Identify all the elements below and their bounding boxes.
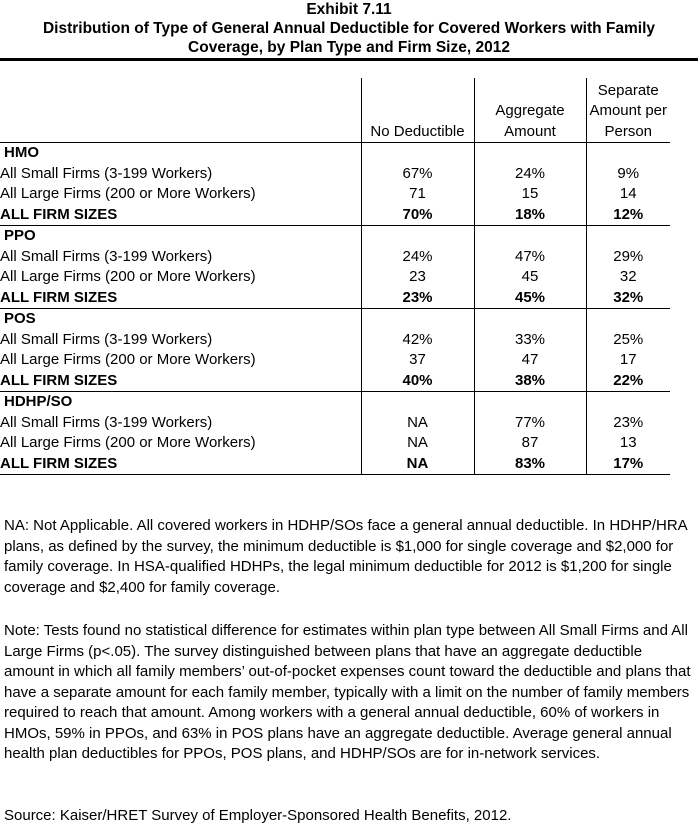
cell-separate: 13 <box>586 433 670 454</box>
exhibit-title-line-2: Coverage, by Plan Type and Firm Size, 2012 <box>188 39 510 56</box>
cell-separate: 25% <box>586 330 670 351</box>
cell-no-deductible: 67% <box>361 164 474 185</box>
table-row <box>0 433 670 454</box>
group-row-hmo <box>0 143 670 164</box>
source-note: Source: Kaiser/HRET Survey of Employer-Sponsored Health Benefits, 2012. <box>4 807 512 824</box>
cell-aggregate: 77% <box>474 413 586 434</box>
table-row <box>0 184 670 205</box>
group-row-hdhp-so <box>0 392 670 413</box>
table-row <box>0 350 670 371</box>
cell-aggregate: 47 <box>474 350 586 371</box>
cell-aggregate: 87 <box>474 433 586 454</box>
table-header-row <box>0 78 670 143</box>
table-row <box>0 413 670 434</box>
cell-aggregate: 45% <box>474 288 586 309</box>
total-label: ALL FIRM SIZES <box>0 288 361 309</box>
row-label: All Small Firms (3-199 Workers) <box>0 247 213 265</box>
cell-separate: 12% <box>586 205 670 226</box>
cell-aggregate: 47% <box>474 247 586 268</box>
cell-separate: 14 <box>586 184 670 205</box>
cell-no-deductible: NA <box>361 413 474 434</box>
row-label: All Large Firms (200 or More Workers) <box>0 351 256 368</box>
header-aggregate-line-2: Amount <box>504 122 556 140</box>
cell-no-deductible: NA <box>361 433 474 454</box>
row-label: All Large Firms (200 or More Workers) <box>0 185 256 202</box>
cell-separate: 32% <box>586 288 670 309</box>
table-row <box>0 267 670 288</box>
exhibit-title-line-1: Distribution of Type of General Annual Deductible for Covered Workers with Family <box>42 20 656 37</box>
deductible-table <box>0 78 670 475</box>
cell-aggregate: 33% <box>474 330 586 351</box>
cell-aggregate: 24% <box>474 164 586 185</box>
cell-aggregate: 45 <box>474 267 586 288</box>
cell-no-deductible: 70% <box>361 205 474 226</box>
exhibit-title-block <box>0 0 698 57</box>
cell-separate: 17 <box>586 350 670 371</box>
note-statistical-tests: Note: Tests found no statistical difference for estimates within plan type between All Small Firms and All Large Firms (p<.05). The survey distinguished between plans that have an aggregate deductible amount in which all family members’ out-of-pocket expenses count toward the deductible and plans that have a separate amount for each family member, typically with a limit on the number of family members required to reach that amount. Among workers with a general annual deductible, 60% of workers in HMOs, 59% in PPOs, and 63% in POS plans have an aggregate deductible. Average general annual health plan deductibles for PPOs, POS plans, and HDHP/SOs are for in-network services. <box>4 622 691 762</box>
exhibit-label: Exhibit 7.11 <box>306 1 392 18</box>
group-row-ppo <box>0 226 670 247</box>
row-label: All Small Firms (3-199 Workers) <box>0 413 213 431</box>
table-row <box>0 164 670 185</box>
header-aggregate-line-1: Aggregate <box>495 102 565 119</box>
cell-no-deductible: 23% <box>361 288 474 309</box>
header-separate-line-3: Person <box>604 122 653 140</box>
cell-separate: 23% <box>586 413 670 434</box>
header-separate-line-1: Separate <box>597 81 659 99</box>
header-blank-cell <box>0 78 361 143</box>
cell-separate: 9% <box>586 164 670 185</box>
cell-aggregate: 18% <box>474 205 586 226</box>
cell-separate: 22% <box>586 371 670 392</box>
cell-no-deductible: 37 <box>361 350 474 371</box>
header-aggregate-amount <box>474 78 586 143</box>
row-label: All Small Firms (3-199 Workers) <box>0 330 213 348</box>
group-label: POS <box>4 310 36 327</box>
total-row <box>0 205 670 226</box>
header-no-deductible <box>361 78 474 143</box>
total-label: ALL FIRM SIZES <box>0 371 361 392</box>
cell-aggregate: 38% <box>474 371 586 392</box>
header-separate-amount <box>586 78 670 143</box>
total-row <box>0 371 670 392</box>
cell-aggregate: 15 <box>474 184 586 205</box>
header-separate-line-2: Amount per <box>589 102 668 119</box>
cell-no-deductible: 71 <box>361 184 474 205</box>
cell-no-deductible: 23 <box>361 267 474 288</box>
total-row <box>0 288 670 309</box>
header-no-deductible-text: No Deductible <box>370 122 465 140</box>
cell-separate: 17% <box>586 454 670 475</box>
cell-aggregate: 83% <box>474 454 586 475</box>
row-label: All Large Firms (200 or More Workers) <box>0 268 256 285</box>
group-label: PPO <box>4 227 36 244</box>
table-row <box>0 247 670 268</box>
group-row-pos <box>0 309 670 330</box>
cell-no-deductible: 40% <box>361 371 474 392</box>
table-row <box>0 330 670 351</box>
group-label: HDHP/SO <box>4 393 73 410</box>
cell-no-deductible: 42% <box>361 330 474 351</box>
cell-no-deductible: NA <box>361 454 474 475</box>
total-label: ALL FIRM SIZES <box>0 454 361 475</box>
note-not-applicable: NA: Not Applicable. All covered workers in HDHP/SOs face a general annual deductible. In HDHP/HRA plans, as defined by the survey, the minimum deductible is $1,000 for single coverage and $2,000 for family coverage. In HSA-qualified HDHPs, the legal minimum deductible for 2012 is $1,200 for single coverage and $2,400 for family coverage. <box>4 517 687 596</box>
cell-no-deductible: 24% <box>361 247 474 268</box>
row-label: All Small Firms (3-199 Workers) <box>0 164 213 182</box>
title-rule <box>0 58 698 61</box>
group-label: HMO <box>4 144 39 161</box>
total-label: ALL FIRM SIZES <box>0 205 361 226</box>
cell-separate: 32 <box>586 267 670 288</box>
row-label: All Large Firms (200 or More Workers) <box>0 434 256 451</box>
total-row <box>0 454 670 475</box>
cell-separate: 29% <box>586 247 670 268</box>
